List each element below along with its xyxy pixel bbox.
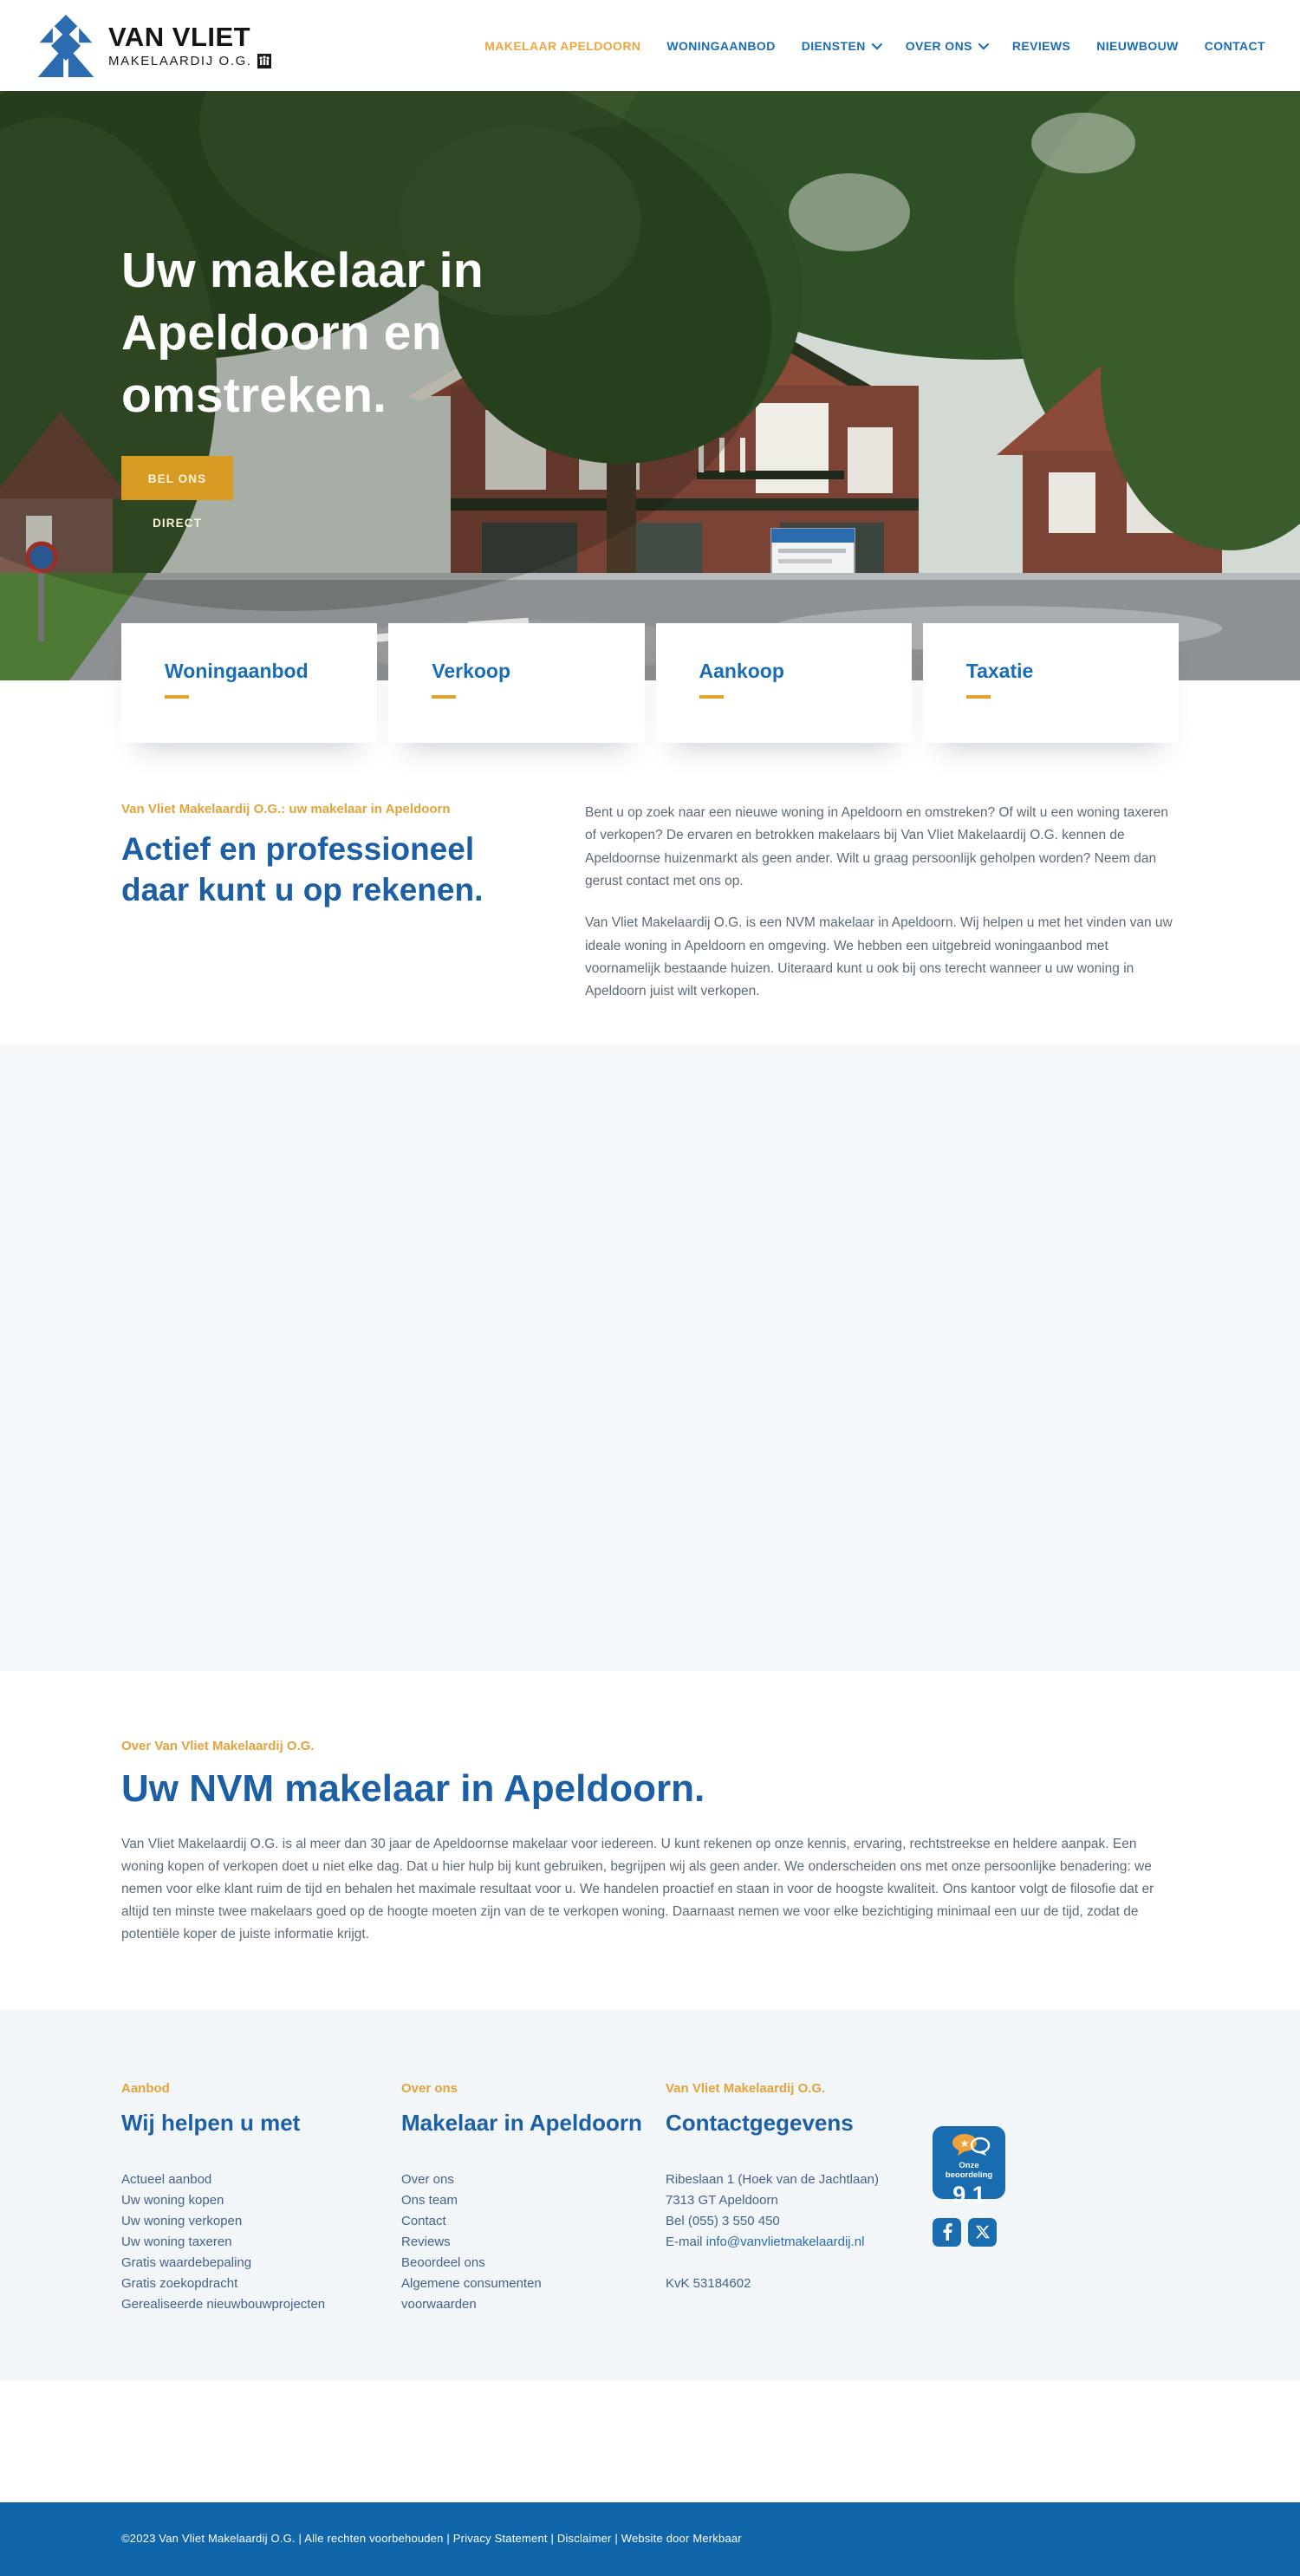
- social-links: [933, 2218, 997, 2247]
- nav-label: REVIEWS: [1011, 38, 1071, 53]
- card-underline: [966, 695, 991, 699]
- nav-item-nieuwbouw[interactable]: [1096, 39, 1179, 53]
- footer-heading: Contactgegevens: [666, 2109, 854, 2136]
- footer-link-over-ons[interactable]: Over ons: [401, 2171, 454, 2187]
- intro-paragraph-1: Bent u op zoek naar een nieuwe woning in Apeldoorn en omstreken? Of wilt u een woning taxeren of verkopen? De ervaren en betrokken makelaars bij Van Vliet Makelaardij O.G. kennen de Apeldoornse huizenmarkt als geen ander. Wilt u graag persoonlijk geholpen worden? Neem dan gerust contact met ons op.: [585, 805, 1168, 889]
- phone-line: Bel (055) 3 550 450: [666, 2213, 780, 2228]
- address-line-1: Ribeslaan 1 (Hoek van de Jachtlaan): [666, 2171, 879, 2187]
- hero-title: [121, 240, 1300, 426]
- x-twitter-icon[interactable]: [968, 2218, 997, 2247]
- footer-eyebrow: Van Vliet Makelaardij O.G.: [666, 2080, 826, 2096]
- main-nav: [484, 39, 1265, 53]
- footer-link-uw-woning-verkopen[interactable]: Uw woning verkopen: [121, 2213, 243, 2228]
- footer-heading: Makelaar in Apeldoorn: [401, 2109, 642, 2136]
- nav-label: DIENSTEN: [801, 38, 866, 53]
- card-taxatie[interactable]: [923, 623, 1179, 743]
- bottom-bar: [0, 2502, 1300, 2576]
- email-link[interactable]: info@vanvlietmakelaardij.nl: [705, 2234, 865, 2249]
- intro-right-column: [585, 802, 1179, 1004]
- brand-logo[interactable]: [35, 13, 271, 79]
- about-paragraph: Van Vliet Makelaardij O.G. is al meer dan 30 jaar de Apeldoornse makelaar voor iedereen. U kunt rekenen op onze kennis, ervaring, rechtstreekse en heldere aanpak. Een woning kopen of verkopen doet u niet elke dag. Dat u hier hulp bij kunt gebruiken, begrijpen wij als geen ander. We onderscheiden ons met onze persoonlijke benadering: we nemen voor elke klant ruim de tijd en behalen het maximale resultaat voor u. We handelen proactief en staan in voor de hoogste kwaliteit. Ons kantoor volgt de filosofie dat er altijd ten minste twee makelaars goed op de hoogte moeten zijn van de te verkopen woning. Daarnaast nemen we voor elke bezichtiging minimaal een uur de tijd, zodat de potentiële koper de juiste informatie krijgt.: [121, 1836, 1154, 1942]
- intro-left-column: [121, 802, 529, 1004]
- footer-column-rating: [933, 2081, 1179, 2315]
- card-title: Woningaanbod: [165, 660, 309, 682]
- brand-name: VAN VLIET: [108, 21, 251, 52]
- nav-item-reviews[interactable]: [1012, 39, 1070, 53]
- card-title: Verkoop: [432, 660, 511, 682]
- footer-link-beoordeel-ons[interactable]: Beoordeel ons: [401, 2254, 485, 2270]
- footer-link-algemene-voorwaarden[interactable]: Algemene consumenten voorwaarden: [401, 2275, 542, 2312]
- chevron-down-icon: [871, 39, 882, 50]
- card-underline: [432, 695, 456, 699]
- svg-text:★: ★: [959, 2137, 970, 2150]
- intro-grid: [121, 802, 1179, 1004]
- hero-section: [0, 91, 1300, 680]
- nav-label: MAKELAAR APELDOORN: [484, 38, 641, 53]
- nav-item-contact[interactable]: [1205, 39, 1265, 53]
- light-empty-section: [0, 1043, 1300, 1671]
- nav-item-over-ons[interactable]: [906, 39, 986, 53]
- footer-link-gratis-zoekopdracht[interactable]: Gratis zoekopdracht: [121, 2275, 238, 2291]
- rating-label-line: Onze: [959, 2160, 979, 2170]
- nav-label: WONINGAANBOD: [666, 38, 776, 53]
- footer-link-nieuwbouwprojecten[interactable]: Gerealiseerde nieuwbouwprojecten: [121, 2296, 326, 2312]
- rating-label: [933, 2162, 1005, 2181]
- address-line-2: 7313 GT Apeldoorn: [666, 2192, 778, 2208]
- footer-link-gratis-waardebepaling[interactable]: Gratis waardebepaling: [121, 2254, 252, 2270]
- email-line: [666, 2232, 933, 2253]
- about-section: [0, 1671, 1300, 2010]
- rating-label-line: beoordeling: [945, 2169, 993, 2180]
- hero-title-line: Apeldoorn en: [121, 304, 442, 361]
- hero-title-line: omstreken.: [121, 367, 387, 423]
- hero-content: [0, 91, 1300, 531]
- footer-grid: [121, 2081, 1179, 2315]
- logo-text: [108, 23, 271, 68]
- card-underline: [699, 695, 724, 699]
- footer-link-contact[interactable]: Contact: [401, 2213, 446, 2228]
- nav-label: OVER ONS: [905, 38, 972, 53]
- email-label: E-mail: [666, 2234, 706, 2249]
- rating-score: 9.1: [952, 2181, 985, 2208]
- footer-link-uw-woning-kopen[interactable]: Uw woning kopen: [121, 2192, 224, 2208]
- card-verkoop[interactable]: [388, 623, 644, 743]
- services-intro-section: [0, 623, 1300, 1043]
- card-title: Taxatie: [965, 660, 1034, 682]
- service-cards-row: [121, 623, 1179, 743]
- site-footer: [0, 2010, 1300, 2380]
- footer-column-aanbod: [121, 2081, 401, 2315]
- about-eyebrow: Over Van Vliet Makelaardij O.G.: [121, 1738, 315, 1753]
- card-woningaanbod[interactable]: [121, 623, 377, 743]
- rating-badge[interactable]: [933, 2126, 1005, 2208]
- about-heading: Uw NVM makelaar in Apeldoorn.: [121, 1766, 705, 1810]
- site-header: [0, 0, 1300, 91]
- call-us-button[interactable]: BEL ONS DIRECT: [121, 456, 233, 500]
- kvk-number: KvK 53184602: [666, 2275, 751, 2291]
- nav-item-diensten[interactable]: [802, 39, 880, 53]
- review-bubbles-icon: [947, 2131, 991, 2157]
- hero-title-line: Uw makelaar in: [121, 243, 484, 298]
- card-underline: [165, 695, 189, 699]
- nav-label: CONTACT: [1204, 38, 1265, 53]
- footer-links: [401, 2169, 601, 2315]
- nav-item-makelaar-apeldoorn[interactable]: [484, 39, 640, 53]
- card-title: Aankoop: [699, 660, 784, 682]
- intro-paragraph-2: Van Vliet Makelaardij O.G. is een NVM makelaar in Apeldoorn. Wij helpen u met het vinden van uw ideale woning in Apeldoorn en omgeving. We hebben een uitgebreid woningaanbod met voornamelijk bestaande huizen. Uiteraard kunt u ook bij ons terecht wanneer u uw woning in Apeldoorn juist wilt verkopen.: [585, 915, 1173, 999]
- footer-link-ons-team[interactable]: Ons team: [401, 2192, 458, 2208]
- copyright-text: ©2023 Van Vliet Makelaardij O.G. | Alle rechten voorbehouden | Privacy Statement | Disclaimer | Website door Merkbaar: [121, 2532, 742, 2546]
- footer-link-reviews[interactable]: Reviews: [401, 2234, 451, 2249]
- about-container: [121, 1739, 1179, 1946]
- nvm-badge-icon: [257, 54, 271, 68]
- brand-subtitle-text: MAKELAARDIJ O.G.: [108, 53, 252, 68]
- card-aankoop[interactable]: [656, 623, 912, 743]
- footer-column-contact: [666, 2081, 933, 2315]
- facebook-icon[interactable]: [933, 2218, 961, 2247]
- nav-label: NIEUWBOUW: [1096, 38, 1179, 53]
- intro-eyebrow: Van Vliet Makelaardij O.G.: uw makelaar in Apeldoorn: [121, 802, 451, 816]
- footer-links: [121, 2169, 401, 2315]
- footer-link-actueel-aanbod[interactable]: Actueel aanbod: [121, 2171, 212, 2187]
- brand-subtitle: [108, 54, 271, 68]
- chevron-down-icon: [978, 39, 989, 50]
- intro-heading: Actief en professioneel daar kunt u op rekenen.: [121, 831, 484, 908]
- nav-item-woningaanbod[interactable]: [666, 39, 775, 53]
- footer-eyebrow: Aanbod: [121, 2080, 170, 2096]
- contact-details: [666, 2169, 933, 2294]
- logo-mark-icon: [35, 13, 97, 79]
- footer-column-over-ons: [401, 2081, 666, 2315]
- white-spacer: [0, 2380, 1300, 2502]
- footer-link-uw-woning-taxeren[interactable]: Uw woning taxeren: [121, 2234, 232, 2249]
- footer-eyebrow: Over ons: [401, 2080, 458, 2096]
- footer-heading: Wij helpen u met: [121, 2109, 301, 2136]
